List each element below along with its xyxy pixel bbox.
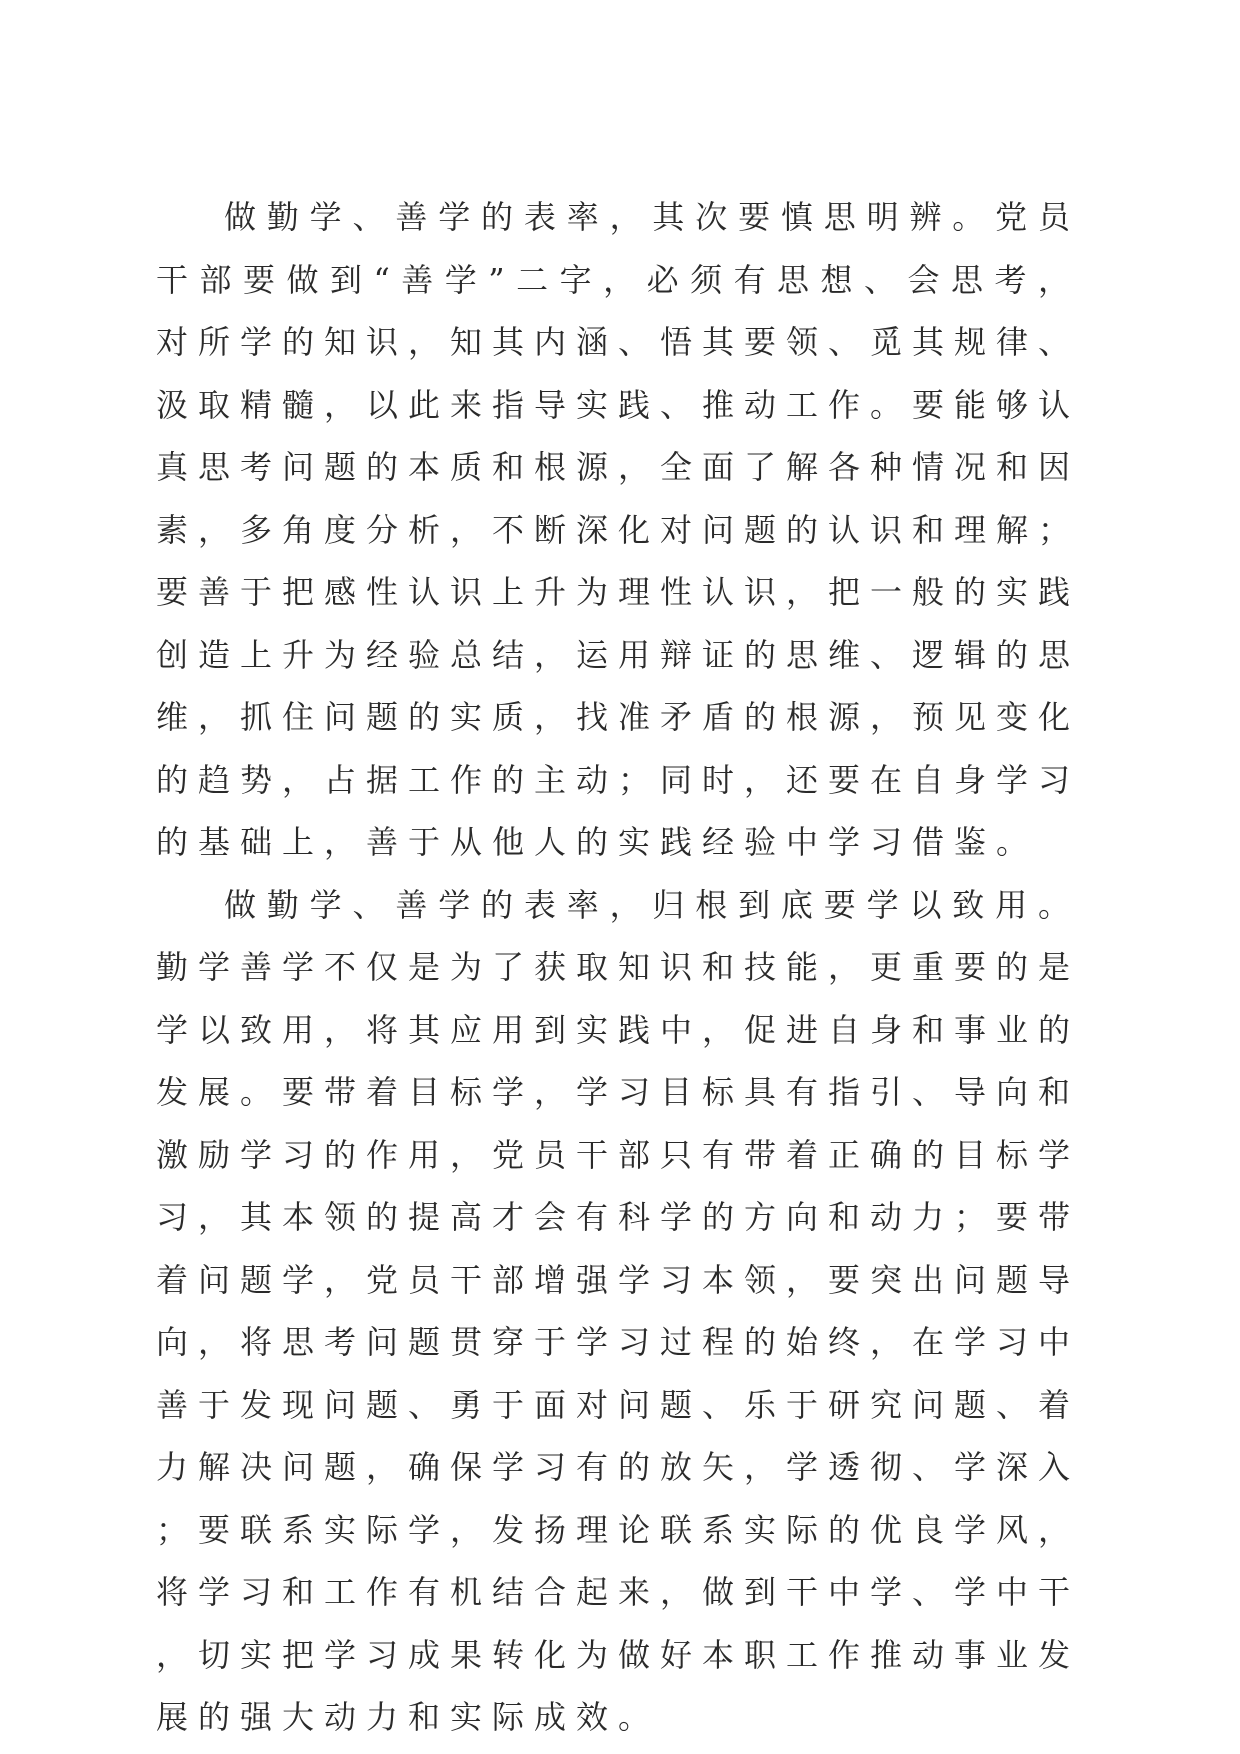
paragraph-1: 做勤学、善学的表率，其次要慎思明辨。党员干部要做到“善学”二字，必须有思想、会思考，对所学的知识，知其内涵、悟其要领、觅其规律、汲取精髓，以此来指导实践、推动工作。要能够认真思考问题的本质和根源，全面了解各种情况和因素，多角度分析，不断深化对问题的认识和理解；要善于把感性认识上升为理性认识，把一般的实践创造上升为经验总结，运用辩证的思维、逻辑的思维，抓住问题的实质，找准矛盾的根源，预见变化的趋势，占据工作的主动；同时，还要在自身学习的基础上，善于从他人的实践经验中学习借鉴。 [156,198,1081,861]
document-body [156,186,1080,1749]
paragraph-2: 做勤学、善学的表率，归根到底要学以致用。勤学善学不仅是为了获取知识和技能，更重要的是学以致用，将其应用到实践中，促进自身和事业的发展。要带着目标学，学习目标具有指引、导向和激励学习的作用，党员干部只有带着正确的目标学习，其本领的提高才会有科学的方向和动力；要带着问题学，党员干部增强学习本领，要突出问题导向，将思考问题贯穿于学习过程的始终，在学习中善于发现问题、勇于面对问题、乐于研究问题、着力解决问题，确保学习有的放矢，学透彻、学深入；要联系实际学，发扬理论联系实际的优良学风，将学习和工作有机结合起来，做到干中学、学中干，切实把学习成果转化为做好本职工作推动事业发展的强大动力和实际成效。 [156,885,1081,1736]
